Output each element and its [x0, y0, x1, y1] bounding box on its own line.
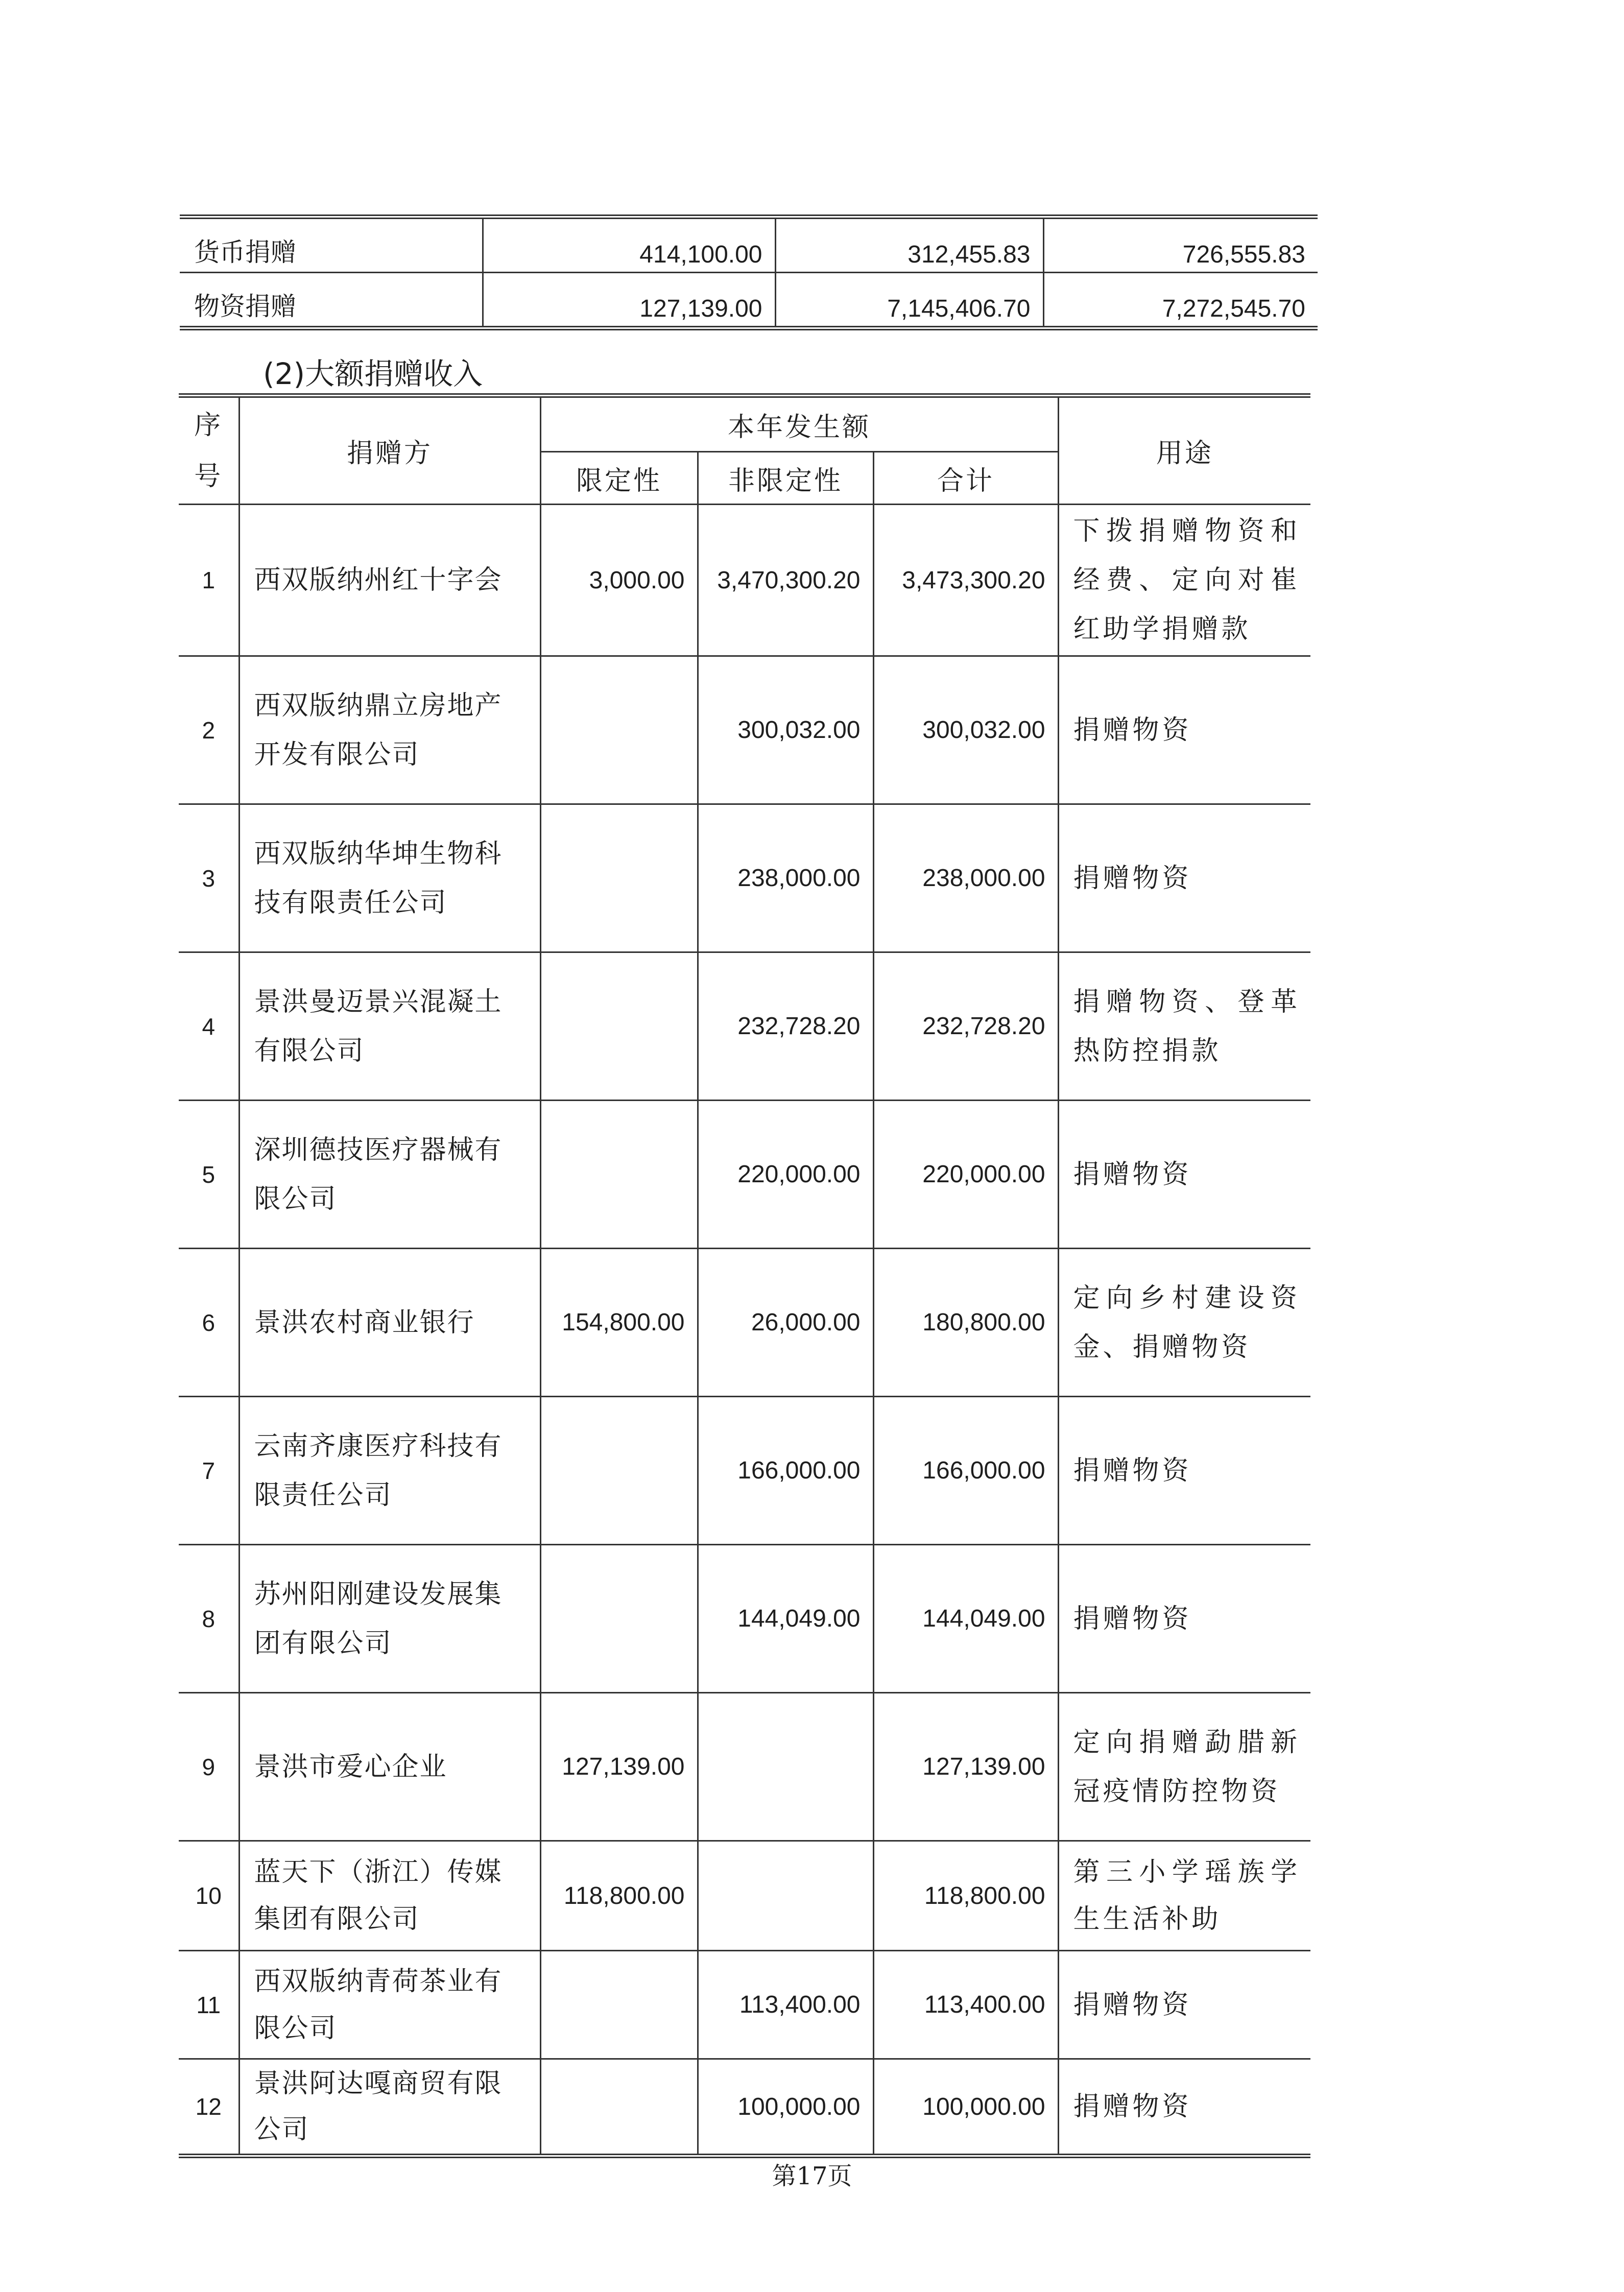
- restricted-amount: [540, 952, 698, 1101]
- total-amount: 100,000.00: [873, 2059, 1058, 2156]
- summary-label: 物资捐赠: [180, 273, 483, 328]
- summary-value: 127,139.00: [483, 273, 775, 328]
- header-unrestricted: 非限定性: [698, 452, 873, 505]
- header-annual-amount: 本年发生额: [540, 396, 1058, 452]
- summary-value: 414,100.00: [483, 217, 775, 273]
- summary-value: 726,555.83: [1043, 217, 1318, 273]
- total-amount: 300,032.00: [873, 656, 1058, 804]
- summary-table: [180, 214, 1318, 330]
- total-amount: 127,139.00: [873, 1693, 1058, 1841]
- total-amount: 113,400.00: [873, 1951, 1058, 2059]
- donor-name: 蓝天下（浙江）传媒集团有限公司: [239, 1841, 540, 1951]
- total-amount: 220,000.00: [873, 1101, 1058, 1249]
- purpose: 捐赠物资: [1058, 1545, 1310, 1693]
- unrestricted-amount: 100,000.00: [698, 2059, 873, 2156]
- unrestricted-amount: 300,032.00: [698, 656, 873, 804]
- table-row: [179, 1545, 1310, 1693]
- summary-value: 7,145,406.70: [775, 273, 1043, 328]
- restricted-amount: [540, 804, 698, 952]
- purpose: 捐赠物资: [1058, 656, 1310, 804]
- header-purpose: 用途: [1058, 396, 1310, 505]
- header-seq: 序 号: [179, 396, 239, 505]
- purpose: 捐赠物资、登革热防控捐款: [1058, 952, 1310, 1101]
- restricted-amount: [540, 1101, 698, 1249]
- total-amount: 166,000.00: [873, 1397, 1058, 1545]
- table-row: [179, 952, 1310, 1101]
- table-row: [179, 505, 1310, 656]
- donor-name: 景洪阿达嘎商贸有限公司: [239, 2059, 540, 2156]
- donor-name: 深圳德技医疗器械有限公司: [239, 1101, 540, 1249]
- donor-name: 景洪农村商业银行: [239, 1249, 540, 1397]
- table-row: [179, 1693, 1310, 1841]
- row-number: 11: [179, 1951, 239, 2059]
- donor-name: 景洪市爱心企业: [239, 1693, 540, 1841]
- row-number: 12: [179, 2059, 239, 2156]
- unrestricted-amount: 232,728.20: [698, 952, 873, 1101]
- purpose: 捐赠物资: [1058, 804, 1310, 952]
- restricted-amount: 154,800.00: [540, 1249, 698, 1397]
- row-number: 4: [179, 952, 239, 1101]
- header-restricted: 限定性: [540, 452, 698, 505]
- header-donor: 捐赠方: [239, 396, 540, 505]
- donor-name: 西双版纳华坤生物科技有限责任公司: [239, 804, 540, 952]
- purpose: 捐赠物资: [1058, 1101, 1310, 1249]
- table-row: [179, 1249, 1310, 1397]
- total-amount: 180,800.00: [873, 1249, 1058, 1397]
- header-row: [179, 396, 1310, 452]
- total-amount: 3,473,300.20: [873, 505, 1058, 656]
- page-number: 第17页: [772, 2162, 852, 2190]
- donation-table: [179, 393, 1310, 2158]
- row-number: 1: [179, 505, 239, 656]
- unrestricted-amount: 26,000.00: [698, 1249, 873, 1397]
- table-row: [179, 1951, 1310, 2059]
- donor-name: 西双版纳州红十字会: [239, 505, 540, 656]
- row-number: 9: [179, 1693, 239, 1841]
- unrestricted-amount: 113,400.00: [698, 1951, 873, 2059]
- row-number: 3: [179, 804, 239, 952]
- total-amount: 144,049.00: [873, 1545, 1058, 1693]
- table-row: [179, 656, 1310, 804]
- donor-name: 苏州阳刚建设发展集团有限公司: [239, 1545, 540, 1693]
- table-row: [179, 1101, 1310, 1249]
- section-title: (2)大额捐赠收入: [263, 356, 483, 391]
- purpose: 捐赠物资: [1058, 1951, 1310, 2059]
- purpose: 捐赠物资: [1058, 1397, 1310, 1545]
- unrestricted-amount: [698, 1841, 873, 1951]
- restricted-amount: [540, 2059, 698, 2156]
- restricted-amount: 127,139.00: [540, 1693, 698, 1841]
- table-row: [179, 1397, 1310, 1545]
- restricted-amount: [540, 1951, 698, 2059]
- row-number: 6: [179, 1249, 239, 1397]
- summary-value: 312,455.83: [775, 217, 1043, 273]
- donor-name: 西双版纳青荷茶业有限公司: [239, 1951, 540, 2059]
- restricted-amount: 118,800.00: [540, 1841, 698, 1951]
- purpose: 捐赠物资: [1058, 2059, 1310, 2156]
- purpose: 第三小学瑶族学生生活补助: [1058, 1841, 1310, 1951]
- donor-name: 西双版纳鼎立房地产开发有限公司: [239, 656, 540, 804]
- purpose: 定向乡村建设资金、捐赠物资: [1058, 1249, 1310, 1397]
- total-amount: 238,000.00: [873, 804, 1058, 952]
- table-row: [179, 2059, 1310, 2156]
- row-number: 10: [179, 1841, 239, 1951]
- row-number: 2: [179, 656, 239, 804]
- donor-name: 景洪曼迈景兴混凝土有限公司: [239, 952, 540, 1101]
- row-number: 7: [179, 1397, 239, 1545]
- total-amount: 232,728.20: [873, 952, 1058, 1101]
- unrestricted-amount: 220,000.00: [698, 1101, 873, 1249]
- donor-name: 云南齐康医疗科技有限责任公司: [239, 1397, 540, 1545]
- row-number: 8: [179, 1545, 239, 1693]
- summary-row-goods: [180, 273, 1318, 328]
- summary-value: 7,272,545.70: [1043, 273, 1318, 328]
- summary-label: 货币捐赠: [194, 237, 296, 267]
- restricted-amount: [540, 1545, 698, 1693]
- restricted-amount: [540, 656, 698, 804]
- unrestricted-amount: [698, 1693, 873, 1841]
- unrestricted-amount: 166,000.00: [698, 1397, 873, 1545]
- restricted-amount: [540, 1397, 698, 1545]
- total-amount: 118,800.00: [873, 1841, 1058, 1951]
- table-row: [179, 1841, 1310, 1951]
- restricted-amount: 3,000.00: [540, 505, 698, 656]
- row-number: 5: [179, 1101, 239, 1249]
- header-total: 合计: [873, 452, 1058, 505]
- unrestricted-amount: 3,470,300.20: [698, 505, 873, 656]
- purpose: 下拨捐赠物资和经费、定向对崔红助学捐赠款: [1058, 505, 1310, 656]
- unrestricted-amount: 144,049.00: [698, 1545, 873, 1693]
- summary-row-cash: [180, 217, 1318, 273]
- unrestricted-amount: 238,000.00: [698, 804, 873, 952]
- purpose: 定向捐赠勐腊新冠疫情防控物资: [1058, 1693, 1310, 1841]
- table-row: [179, 804, 1310, 952]
